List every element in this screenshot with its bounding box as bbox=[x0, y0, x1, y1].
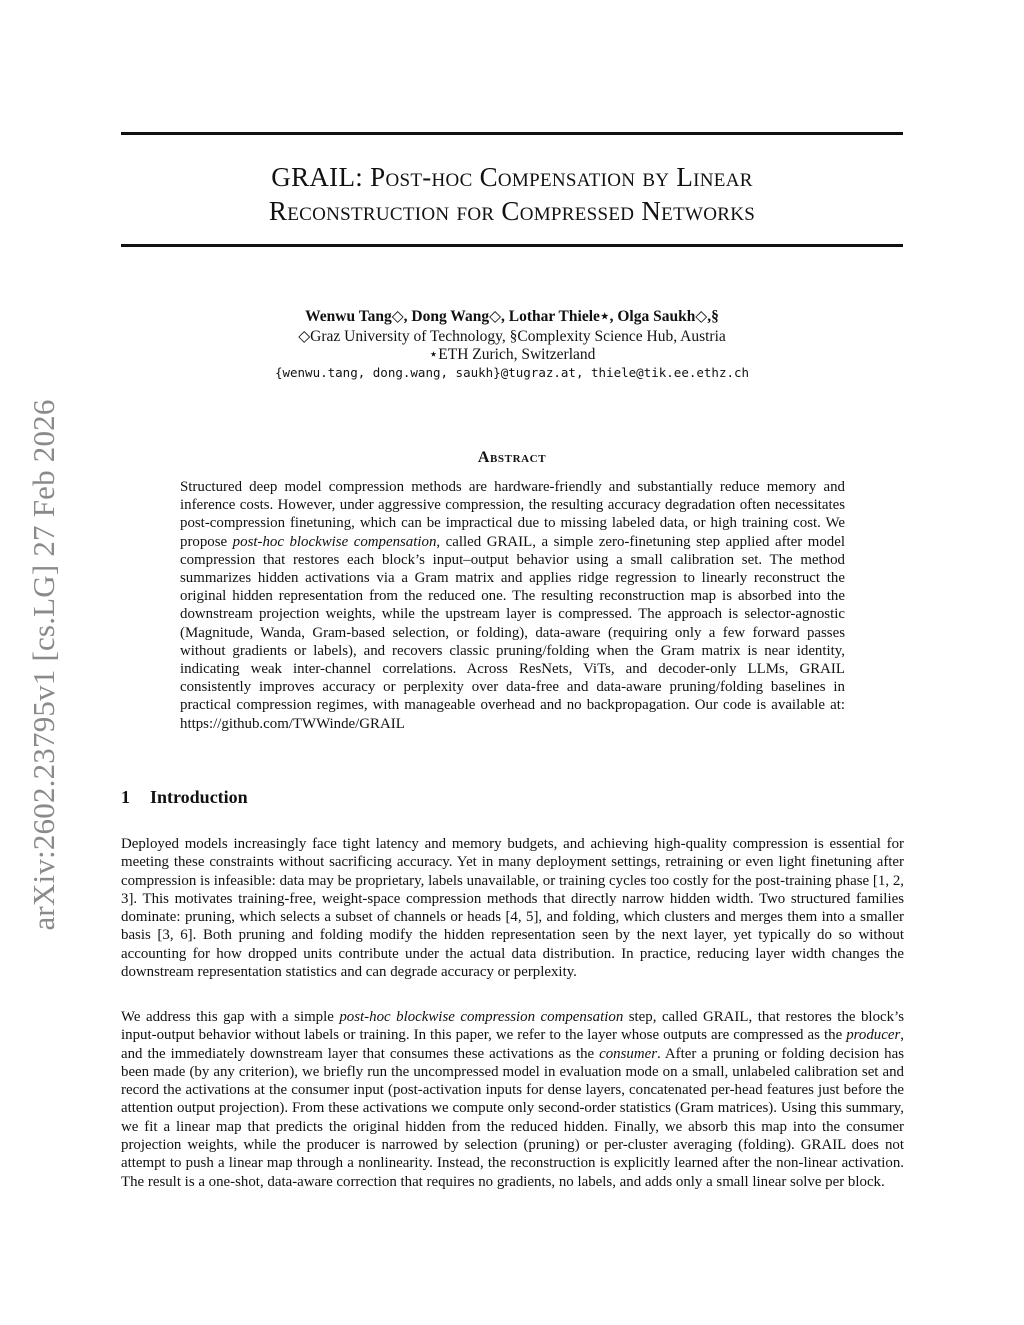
p2-emphasis-1: post-hoc blockwise compression compensation bbox=[339, 1009, 624, 1025]
p2-text-d: . After a pruning or folding decision has been made (by any criterion), we briefly run the uncompressed model in evaluation mode on a small, unlabeled calibration set and record the activations at the consumer input (post-activation inputs for dense layers, concatenated per-head features just before the attention output projection). From these activations we compute only second-order statistics (Gram matrices). Using this summary, we fit a linear map that predicts the original hidden from the reduced hidden. Finally, we absorb this map into the consumer projection weights, while the producer is narrowed by selection (pruning) or per-cluster averaging (folding). GRAIL does not attempt to push a linear map through a nonlinearity. Instead, the reconstruction is explicitly learned after the non-linear activation. The result is a one-shot, data-aware correction that requires no gradients, no labels, and adds only a small linear solve per block. bbox=[121, 1045, 904, 1190]
author-emails: {wenwu.tang, dong.wang, saukh}@tugraz.at, thiele@tik.ee.ethz.ch bbox=[274, 365, 750, 380]
title-line-2: Reconstruction for Compressed Networks bbox=[268, 196, 756, 226]
arxiv-identifier: arXiv:2602.23795v1 [cs.LG] 27 Feb 2026 bbox=[26, 399, 61, 931]
abstract-emphasis: post-hoc blockwise compensation bbox=[232, 533, 437, 550]
author-list: Wenwu Tang◇, Dong Wang◇, Lothar Thiele⋆, Olga Saukh◇,§ bbox=[305, 308, 719, 325]
p2-text-c: , and the immediately downstream layer that consumes these activations as the bbox=[121, 1027, 904, 1062]
title-line-1: GRAIL: Post-hoc Compensation by Linear bbox=[271, 162, 753, 192]
intro-paragraph-1: Deployed models increasingly face tight latency and memory budgets, and achieving high-quality compression is essential for meeting these constraints without sacrificing accuracy. Yet in many deployment settings, retraining or even light finetuning after compression is infeasible: data may be proprietary, labels unavailable, or training cycles too costly for the post-training phase [1, 2, 3]. This motivates training-free, weight-space compression methods that directly narrow hidden width. Two structured families dominate: pruning, which selects a subset of channels or heads [4, 5], and folding, which clusters and merges them into a smaller basis [3, 6]. Both pruning and folding modify the hidden representation seen by the next layer, yet typically do so without accounting for how dropped units contribute under the actual data distribution. In practice, reducing layer width changes the downstream representation statistics and can degrade accuracy or perplexity. bbox=[121, 836, 904, 981]
intro-paragraph-2 bbox=[121, 1008, 904, 1191]
p2-emphasis-2: producer bbox=[846, 1027, 901, 1044]
affiliation-line-1: ◇Graz University of Technology, §Complexity Science Hub, Austria bbox=[298, 328, 726, 345]
paper-title bbox=[121, 160, 903, 228]
p2-text-a: We address this gap with a simple bbox=[121, 1009, 340, 1025]
section-heading bbox=[121, 787, 248, 808]
p2-emphasis-3: consumer bbox=[599, 1045, 658, 1062]
p2-text-b: step, called GRAIL, that restores the block’s input-output behavior without labels or training. In this paper, we refer to the layer whose outputs are compressed as the bbox=[121, 1009, 904, 1044]
section-number: 1 bbox=[121, 787, 130, 807]
title-rule-top bbox=[121, 132, 903, 135]
abstract-body bbox=[180, 478, 845, 733]
affiliation-line-2: ⋆ETH Zurich, Switzerland bbox=[428, 346, 596, 363]
section-title: Introduction bbox=[150, 787, 248, 807]
abstract-text-1: Structured deep model compression methods are hardware-friendly and substantially reduce memory and inference costs. However, under aggressive compression, the resulting accuracy degradation often necessitates post-compression finetuning, which can be impractical due to missing labeled data, or high training cost. We propose bbox=[180, 479, 845, 550]
title-rule-bottom bbox=[121, 244, 903, 247]
abstract-heading: Abstract bbox=[477, 449, 547, 466]
abstract-text-2: , called GRAIL, a simple zero-finetuning step applied after model compression that restores each block’s input–output behavior using a small calibration set. The method summarizes hidden activations via a Gram matrix and applies ridge regression to linearly reconstruct the original hidden representation from the reduced one. The resulting reconstruction map is absorbed into the downstream projection weights, while the upstream layer is compressed. The approach is selector-agnostic (Magnitude, Wanda, Gram-based selection, or folding), data-aware (requiring only a few forward passes without gradients or labels), and recovers classic pruning/folding when the Gram matrix is near identity, indicating weak inter-channel correlations. Across ResNets, ViTs, and decoder-only LLMs, GRAIL consistently improves accuracy or perplexity over data-free and data-aware pruning/folding baselines in practical compression regimes, with manageable overhead and no backpropagation. Our code is available at: https://github.com/TWWinde/GRAIL bbox=[180, 533, 845, 732]
